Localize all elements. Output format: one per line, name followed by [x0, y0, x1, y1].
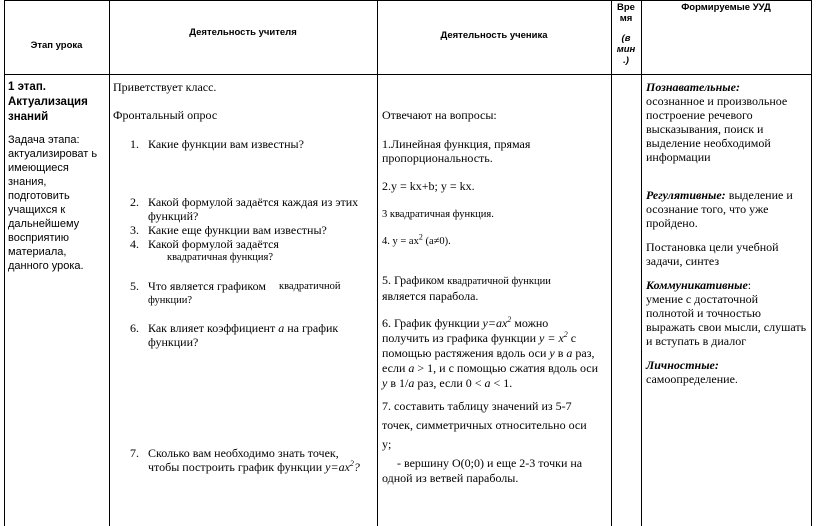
variable: y — [382, 376, 388, 390]
question-text-part: Как влияет коэффициент — [148, 321, 276, 335]
answer-part: помощью растяжения вдоль оси — [382, 346, 547, 360]
variable: a — [408, 376, 415, 390]
answer-line: - вершину O(0;0) и еще 2-3 точки на — [397, 456, 583, 470]
stage-title: 1 этап. Актуализация знаний — [8, 81, 88, 123]
question-text: Сколько вам необходимо знать точек, — [148, 446, 339, 460]
stage-task-text: актуализироват ь имеющиеся знания, подготовить учащихся к дальнейшему восприятию материала, данного урока. — [8, 148, 98, 272]
header-time-unit: мин — [616, 44, 636, 55]
table-border-top — [4, 0, 811, 1]
header-teacher-activity: Деятельность учителя — [189, 27, 297, 38]
student-intro: Отвечают на вопросы: — [382, 108, 497, 122]
question-text: функции? — [148, 335, 199, 349]
header-time-unit: .) — [623, 55, 629, 66]
question-text: Какой формулой задаётся каждая из этих функций? — [148, 195, 359, 223]
header-time-word: мя — [619, 13, 633, 24]
student-cell — [382, 80, 609, 520]
uud-personal-text: самоопределение. — [646, 372, 738, 386]
answer-part: раз, — [575, 346, 595, 360]
answer-line — [382, 316, 611, 331]
answer-line — [382, 376, 611, 391]
column-divider — [109, 0, 110, 526]
variable: a — [484, 376, 491, 390]
formula — [325, 460, 360, 474]
formula-exponent: 2 — [507, 315, 512, 324]
answer-line — [382, 346, 611, 361]
header-time — [613, 2, 639, 66]
column-divider — [641, 0, 642, 526]
header-stage: Этап урока — [30, 40, 83, 51]
stage-task-label: Задача этапа: — [8, 134, 80, 146]
formula — [483, 316, 512, 330]
uud-personal-label: Личностные: — [646, 358, 719, 372]
answer-part: 4. y = ax — [382, 236, 419, 247]
header-row-divider — [4, 74, 811, 75]
student-answer — [382, 471, 609, 486]
question-text-part: на график — [287, 321, 339, 335]
question-text: функции? — [148, 295, 193, 306]
question-number: 5. — [130, 279, 139, 293]
question-text: Что является графиком — [148, 279, 267, 293]
question-text — [148, 460, 360, 474]
student-answer — [382, 316, 611, 391]
variable: a — [566, 346, 573, 360]
formula-base: y = x — [539, 331, 564, 345]
answer-line — [382, 361, 611, 376]
answer-part: является парабола. — [382, 289, 479, 303]
answer-part: если — [382, 361, 406, 375]
student-answer: 2.y = kx+b; y = kx. — [382, 179, 475, 193]
answer-part: < 1. — [493, 376, 513, 390]
answer-line: одной из ветвей параболы. — [382, 471, 519, 485]
formula-base: y=ax — [325, 460, 350, 474]
student-answer — [382, 397, 609, 454]
answer-part: в — [557, 346, 564, 360]
uud-communicative — [646, 278, 809, 292]
table-border-left — [4, 0, 5, 526]
teacher-greeting: Приветствует класс. — [113, 80, 217, 94]
column-divider — [377, 0, 378, 526]
answer-part: в 1/ — [390, 376, 409, 390]
answer-part: (a≠0). — [422, 236, 451, 247]
answer-line: 7. составить таблицу значений из 5-7 — [382, 399, 572, 413]
uud-communicative-text: умение с достаточной полнотой и точностью выражать свои мысли, слушать и вступать в диалог — [646, 292, 807, 348]
answer-part: с — [570, 331, 577, 345]
answer-part: получить из графика функции — [382, 331, 537, 345]
answer-line: точек, симметричных относительно оси — [382, 418, 587, 432]
header-uud: Формируемые УУД — [681, 2, 771, 13]
question-text: квадратичная функция? — [167, 252, 274, 263]
student-answer: 3 квадратичная функция. — [382, 209, 494, 220]
answer-line — [382, 331, 611, 346]
answer-part: квадратичной функции — [447, 276, 551, 287]
question-number: 6. — [130, 321, 139, 335]
teacher-method: Фронтальный опрос — [113, 108, 218, 122]
formula — [539, 331, 568, 345]
answer-part: 6. График функции — [382, 316, 480, 330]
stage-cell — [8, 80, 106, 273]
formula-end: ? — [353, 460, 360, 474]
question-text — [148, 321, 338, 335]
question-number: 7. — [130, 446, 139, 460]
question-text: Какие функции вам известны? — [148, 137, 304, 151]
question-number: 2. — [130, 195, 139, 209]
table-border-right — [811, 0, 812, 526]
uud-cognitive-text: осознанное и произвольное построение речевого высказывания, поиск и выделение необходимой информации — [646, 94, 788, 164]
question-text: Какой формулой задаётся — [148, 237, 279, 251]
question-number: 1. — [130, 137, 139, 151]
formula-base: y=ax — [482, 316, 508, 330]
answer-exponent: 2 — [418, 232, 423, 242]
variable: y — [549, 346, 555, 360]
question-text: Какие еще функции вам известны? — [148, 223, 327, 237]
uud-communicative-colon: : — [747, 278, 752, 292]
uud-cell — [646, 80, 809, 386]
student-answer — [397, 456, 609, 471]
variable: a — [408, 361, 415, 375]
column-divider — [611, 0, 612, 526]
header-time-word: Вре — [617, 2, 635, 13]
answer-part: можно — [514, 316, 549, 330]
variable-a: а — [278, 321, 285, 335]
uud-cognitive-label: Познавательные: — [646, 80, 740, 94]
uud-communicative-label: Коммуникативные — [646, 278, 748, 292]
uud-regulatory — [646, 188, 809, 230]
teacher-cell — [113, 80, 375, 520]
question-number: 4. — [130, 237, 139, 251]
answer-part: 5. Графиком — [382, 273, 445, 287]
header-time-unit: (в — [621, 33, 631, 44]
header-student-activity: Деятельность ученика — [440, 30, 548, 41]
formula-exponent: 2 — [349, 459, 354, 468]
uud-goal: Постановка цели учебной задачи, синтез — [646, 240, 779, 268]
uud-regulatory-text: выделение и осознание того, что уже пройдено. — [646, 188, 793, 230]
uud-regulatory-label: Регулятивные: — [646, 188, 726, 202]
question-number: 3. — [130, 223, 139, 237]
answer-line: y; — [382, 437, 392, 451]
question-text: квадратичной — [279, 281, 341, 292]
student-answer — [382, 273, 609, 303]
answer-part: раз, если 0 < — [417, 376, 482, 390]
student-answer — [382, 232, 451, 249]
question-text-part: чтобы построить график функции — [148, 460, 323, 474]
formula-exponent: 2 — [563, 330, 568, 339]
answer-part: > 1, и с помощью сжатия вдоль оси — [417, 361, 598, 375]
student-answer: 1.Линейная функция, прямая пропорциональность. — [382, 137, 531, 165]
